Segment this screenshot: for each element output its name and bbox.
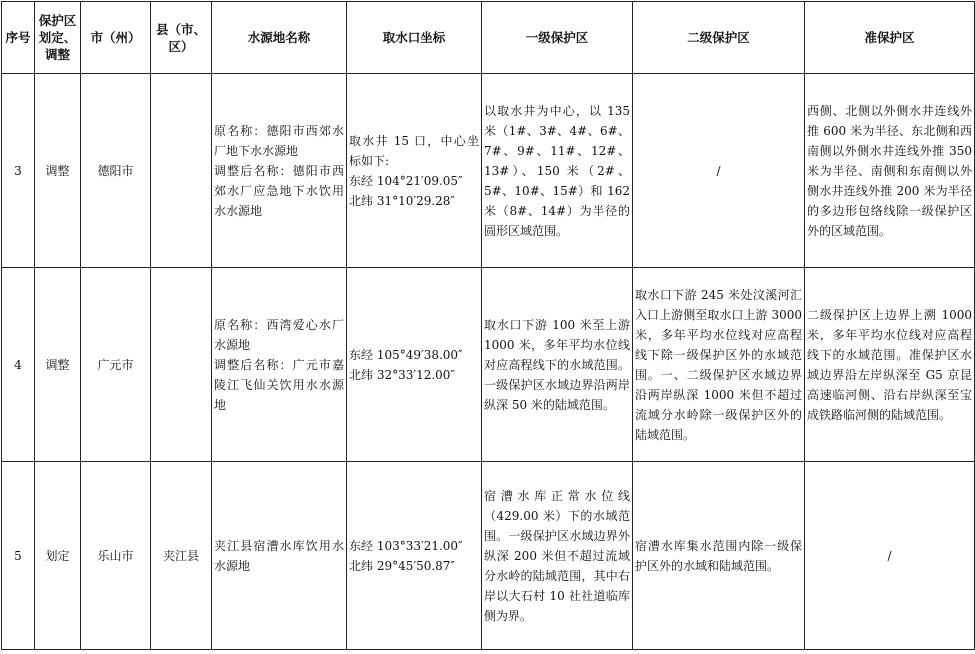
table-row (2, 462, 975, 650)
cell-no: 3 (2, 74, 35, 268)
header-no: 序号 (2, 2, 35, 74)
cell-coords (347, 462, 482, 650)
coords-line: 东经 104°21′09.05″ (349, 173, 463, 188)
table-row (2, 268, 975, 462)
cell-quasi: / (805, 462, 975, 650)
cell-action: 调整 (35, 74, 81, 268)
header-action: 保护区划定、调整 (35, 2, 81, 74)
cell-quasi: 二级保护区上边界上溯 1000 米，多年平均水位线对应高程线下的水域范围。准保护区水域边界沿左岸纵深至 G5 京昆高速临河侧、沿右岸纵深至宝成铁路临河侧的陆域范围。 (805, 268, 975, 462)
coords-line: 北纬 29°45′50.87″ (349, 558, 455, 573)
source-line: 夹江县宿漕水库饮用水水源地 (214, 538, 344, 573)
cell-no: 4 (2, 268, 35, 462)
cell-coords (347, 268, 482, 462)
header-city: 市（州） (81, 2, 151, 74)
table-row (2, 74, 975, 268)
table-header-row (2, 2, 975, 74)
cell-county (151, 268, 212, 462)
header-zone2: 二级保护区 (633, 2, 805, 74)
cell-quasi: 西侧、北侧以外侧水井连线外推 600 米为半径、东北侧和西南侧以外侧水井连线外推 350 米为半径、南侧和东南侧以外侧水井连线外推 200 米为半径的多边形包络线除一级保护区外的区域范围。 (805, 74, 975, 268)
cell-zone2: / (633, 74, 805, 268)
header-county: 县（市、区） (151, 2, 212, 74)
source-line: 调整后名称：德阳市西郊水厂应急地下水饮用水水源地 (214, 163, 344, 218)
cell-city: 德阳市 (81, 74, 151, 268)
cell-source (212, 268, 347, 462)
header-source: 水源地名称 (212, 2, 347, 74)
cell-zone1: 取水口下游 100 米至上游 1000 米，多年平均水位线对应高程线下的水域范围。一级保护区水域边界沿两岸纵深 50 米的陆域范围。 (482, 268, 633, 462)
source-line: 调整后名称：广元市嘉陵江飞仙关饮用水水源地 (214, 357, 344, 412)
cell-zone2: 取水口下游 245 米处汶溪河汇入口上游侧至取水口上游 3000 米，多年平均水位线对应高程线下除一级保护区外的水域范围。一、二级保护区水域边界沿两岸纵深 1000 米但不超过流域分水岭除一级保护区外的陆域范围。 (633, 268, 805, 462)
cell-city: 乐山市 (81, 462, 151, 650)
cell-city: 广元市 (81, 268, 151, 462)
source-line: 原名称：德阳市西郊水厂地下水水源地 (214, 123, 344, 158)
cell-source (212, 74, 347, 268)
cell-county: 夹江县 (151, 462, 212, 650)
coords-line: 东经 105°49′38.00″ (349, 347, 463, 362)
cell-action: 划定 (35, 462, 81, 650)
cell-coords (347, 74, 482, 268)
protection-zone-table (1, 1, 975, 650)
coords-line: 取水井 15 口，中心坐标如下: (349, 133, 479, 168)
header-coords: 取水口坐标 (347, 2, 482, 74)
cell-zone2: 宿漕水库集水范围内除一级保护区外的水域和陆域范围。 (633, 462, 805, 650)
cell-zone1: 以取水井为中心，以 135 米（1#、3#、4#、6#、7#、9#、11#、12#、13#）、150 米（2#、5#、10#、15#）和 162 米（8#、14#）为半径的圆形区域范围。 (482, 74, 633, 268)
cell-county (151, 74, 212, 268)
coords-line: 东经 103°33′21.00″ (349, 538, 463, 553)
cell-no: 5 (2, 462, 35, 650)
header-zone1: 一级保护区 (482, 2, 633, 74)
source-line: 原名称：西湾爱心水厂水源地 (214, 317, 344, 352)
cell-action: 调整 (35, 268, 81, 462)
coords-line: 北纬 31°10′29.28″ (349, 193, 455, 208)
cell-source (212, 462, 347, 650)
cell-zone1: 宿漕水库正常水位线（429.00 米）下的水域范围。一级保护区水域边界外纵深 200 米但不超过流域分水岭的陆域范围，其中右岸以大石村 10 社社道临库侧为界。 (482, 462, 633, 650)
coords-line: 北纬 32°33′12.00″ (349, 367, 455, 382)
header-quasi: 准保护区 (805, 2, 975, 74)
